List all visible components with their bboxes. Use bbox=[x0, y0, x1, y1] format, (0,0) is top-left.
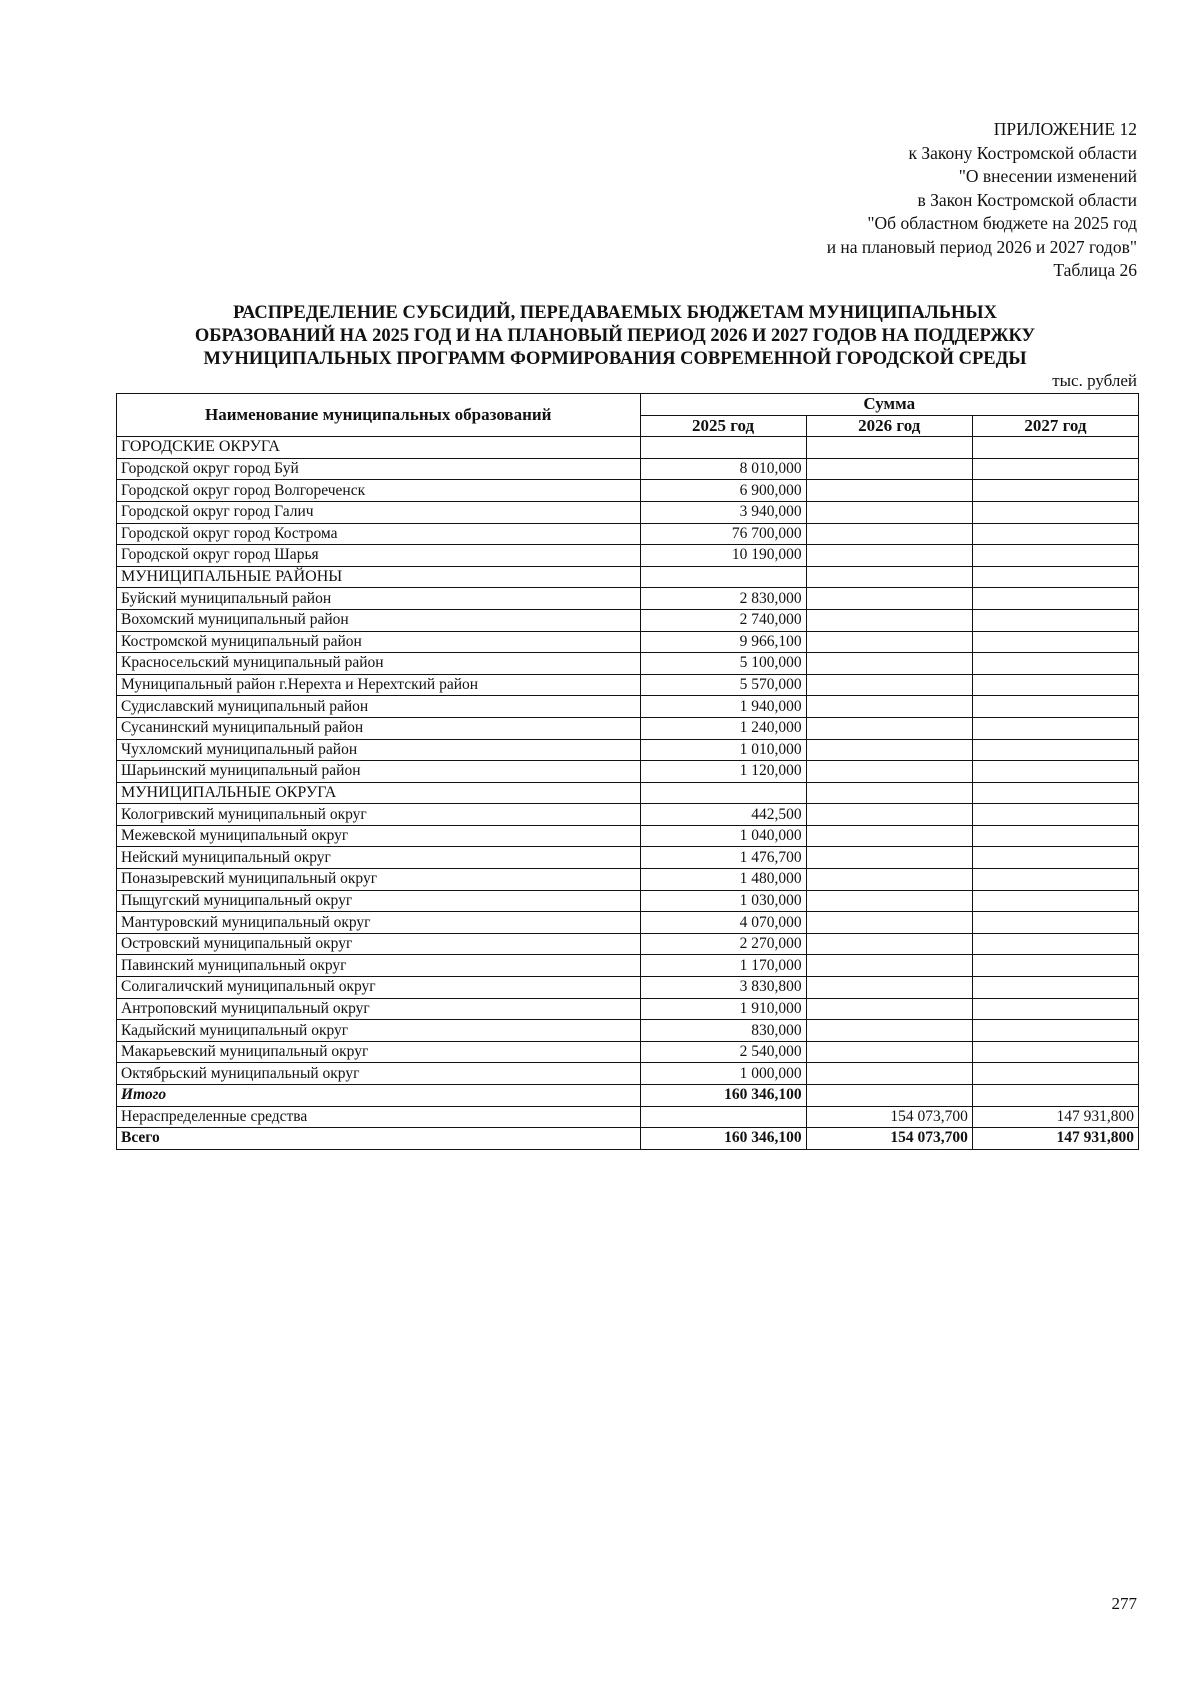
cell-2025: 160 346,100 bbox=[640, 1128, 806, 1150]
table-row bbox=[117, 1128, 1139, 1150]
cell-name: Октябрьский муниципальный округ bbox=[117, 1063, 641, 1085]
table-row bbox=[117, 437, 1139, 459]
table-row bbox=[117, 696, 1139, 718]
cell-2026 bbox=[806, 696, 972, 718]
cell-2025: 1 170,000 bbox=[640, 955, 806, 977]
header-line: "Об областном бюджете на 2025 год bbox=[867, 213, 1137, 233]
table-row bbox=[117, 933, 1139, 955]
cell-2027: 147 931,800 bbox=[972, 1106, 1138, 1128]
cell-name: Городской округ город Галич bbox=[117, 501, 641, 523]
cell-2026 bbox=[806, 1085, 972, 1107]
cell-name: МУНИЦИПАЛЬНЫЕ ОКРУГА bbox=[117, 782, 641, 804]
cell-2025: 2 740,000 bbox=[640, 609, 806, 631]
cell-2025: 10 190,000 bbox=[640, 545, 806, 567]
cell-2026 bbox=[806, 1041, 972, 1063]
cell-2025: 160 346,100 bbox=[640, 1085, 806, 1107]
table-row bbox=[117, 1041, 1139, 1063]
cell-2026 bbox=[806, 674, 972, 696]
cell-2025: 1 910,000 bbox=[640, 998, 806, 1020]
table-row bbox=[117, 761, 1139, 783]
cell-2026 bbox=[806, 761, 972, 783]
table-row bbox=[117, 480, 1139, 502]
cell-name: Всего bbox=[117, 1128, 641, 1150]
table-row bbox=[117, 998, 1139, 1020]
table-row bbox=[117, 609, 1139, 631]
cell-2027 bbox=[972, 674, 1138, 696]
cell-name: МУНИЦИПАЛЬНЫЕ РАЙОНЫ bbox=[117, 566, 641, 588]
cell-2025: 3 830,800 bbox=[640, 977, 806, 999]
cell-2025: 1 476,700 bbox=[640, 847, 806, 869]
cell-name: Пыщугский муниципальный округ bbox=[117, 890, 641, 912]
cell-name: Муниципальный район г.Нерехта и Нерехтский район bbox=[117, 674, 641, 696]
cell-2026 bbox=[806, 1063, 972, 1085]
cell-2027 bbox=[972, 566, 1138, 588]
cell-name: Кологривский муниципальный округ bbox=[117, 804, 641, 826]
document-header bbox=[827, 118, 1137, 283]
cell-2026 bbox=[806, 458, 972, 480]
cell-2025 bbox=[640, 437, 806, 459]
cell-name: Итого bbox=[117, 1085, 641, 1107]
cell-name: Городской округ город Кострома bbox=[117, 523, 641, 545]
cell-2025: 2 270,000 bbox=[640, 933, 806, 955]
cell-name: Кадыйский муниципальный округ bbox=[117, 1020, 641, 1042]
cell-2026: 154 073,700 bbox=[806, 1106, 972, 1128]
cell-name: Солигаличский муниципальный округ bbox=[117, 977, 641, 999]
cell-2027 bbox=[972, 955, 1138, 977]
table-row bbox=[117, 739, 1139, 761]
table-row bbox=[117, 1063, 1139, 1085]
table-row bbox=[117, 847, 1139, 869]
cell-2027 bbox=[972, 523, 1138, 545]
cell-2025: 1 040,000 bbox=[640, 825, 806, 847]
cell-name: Красносельский муниципальный район bbox=[117, 653, 641, 675]
cell-name: Павинский муниципальный округ bbox=[117, 955, 641, 977]
cell-name: Вохомский муниципальный район bbox=[117, 609, 641, 631]
cell-name: Поназыревский муниципальный округ bbox=[117, 869, 641, 891]
cell-2027 bbox=[972, 912, 1138, 934]
header-line: в Закон Костромской области bbox=[917, 189, 1137, 210]
cell-2026 bbox=[806, 825, 972, 847]
cell-name: Костромской муниципальный район bbox=[117, 631, 641, 653]
cell-name: Антроповский муниципальный округ bbox=[117, 998, 641, 1020]
cell-2027 bbox=[972, 977, 1138, 999]
table-row bbox=[117, 717, 1139, 739]
cell-2026 bbox=[806, 653, 972, 675]
cell-name: Городской округ город Шарья bbox=[117, 545, 641, 567]
cell-name: Чухломский муниципальный район bbox=[117, 739, 641, 761]
header-line: "О внесении изменений bbox=[958, 166, 1137, 186]
cell-2026 bbox=[806, 998, 972, 1020]
cell-name: Нераспределенные средства bbox=[117, 1106, 641, 1128]
cell-2025: 1 030,000 bbox=[640, 890, 806, 912]
cell-2025: 1 000,000 bbox=[640, 1063, 806, 1085]
table-row bbox=[117, 588, 1139, 610]
cell-2027 bbox=[972, 933, 1138, 955]
cell-2026 bbox=[806, 782, 972, 804]
table-row bbox=[117, 523, 1139, 545]
cell-2027 bbox=[972, 1085, 1138, 1107]
cell-name: Нейский муниципальный округ bbox=[117, 847, 641, 869]
cell-2027 bbox=[972, 998, 1138, 1020]
table-row bbox=[117, 545, 1139, 567]
header-line: и на плановый период 2026 и 2027 годов" bbox=[826, 236, 1137, 257]
cell-2025 bbox=[640, 782, 806, 804]
table-row bbox=[117, 955, 1139, 977]
cell-2027 bbox=[972, 588, 1138, 610]
table-row bbox=[117, 631, 1139, 653]
cell-2027 bbox=[972, 696, 1138, 718]
cell-2025: 9 966,100 bbox=[640, 631, 806, 653]
cell-2025: 442,500 bbox=[640, 804, 806, 826]
table-row bbox=[117, 869, 1139, 891]
cell-name: Макарьевский муниципальный округ bbox=[117, 1041, 641, 1063]
cell-2027 bbox=[972, 545, 1138, 567]
cell-2027: 147 931,800 bbox=[972, 1128, 1138, 1150]
cell-2025: 830,000 bbox=[640, 1020, 806, 1042]
document-title bbox=[120, 302, 1110, 371]
cell-2025: 2 830,000 bbox=[640, 588, 806, 610]
cell-2027 bbox=[972, 1063, 1138, 1085]
cell-2026 bbox=[806, 1020, 972, 1042]
cell-2026 bbox=[806, 717, 972, 739]
cell-2026 bbox=[806, 501, 972, 523]
cell-name: Буйский муниципальный район bbox=[117, 588, 641, 610]
cell-2025: 76 700,000 bbox=[640, 523, 806, 545]
cell-2025: 4 070,000 bbox=[640, 912, 806, 934]
cell-2027 bbox=[972, 847, 1138, 869]
cell-2027 bbox=[972, 890, 1138, 912]
units-label: тыс. рублей bbox=[1052, 371, 1137, 390]
cell-2026 bbox=[806, 912, 972, 934]
cell-name: Сусанинский муниципальный район bbox=[117, 717, 641, 739]
cell-2025 bbox=[640, 566, 806, 588]
cell-2026 bbox=[806, 609, 972, 631]
cell-2027 bbox=[972, 739, 1138, 761]
cell-2027 bbox=[972, 437, 1138, 459]
title-line: РАСПРЕДЕЛЕНИЕ СУБСИДИЙ, ПЕРЕДАВАЕМЫХ БЮДЖЕТАМ МУНИЦИПАЛЬНЫХ bbox=[233, 303, 997, 323]
cell-2027 bbox=[972, 782, 1138, 804]
table-row bbox=[117, 1085, 1139, 1107]
cell-2026 bbox=[806, 933, 972, 955]
cell-name: Городской округ город Буй bbox=[117, 458, 641, 480]
cell-2025: 5 100,000 bbox=[640, 653, 806, 675]
cell-2027 bbox=[972, 1020, 1138, 1042]
cell-2025: 5 570,000 bbox=[640, 674, 806, 696]
column-header-2027: 2027 год bbox=[972, 415, 1138, 437]
cell-2025: 6 900,000 bbox=[640, 480, 806, 502]
cell-2026 bbox=[806, 523, 972, 545]
cell-2026 bbox=[806, 480, 972, 502]
cell-2027 bbox=[972, 761, 1138, 783]
cell-2025: 8 010,000 bbox=[640, 458, 806, 480]
table-body bbox=[117, 437, 1139, 1150]
column-header-2026: 2026 год bbox=[806, 415, 972, 437]
cell-2027 bbox=[972, 825, 1138, 847]
cell-2027 bbox=[972, 1041, 1138, 1063]
cell-2027 bbox=[972, 480, 1138, 502]
table-row bbox=[117, 1020, 1139, 1042]
table-row bbox=[117, 825, 1139, 847]
cell-name: Мантуровский муниципальный округ bbox=[117, 912, 641, 934]
page-number: 277 bbox=[1111, 1594, 1137, 1613]
cell-2026 bbox=[806, 631, 972, 653]
cell-2026: 154 073,700 bbox=[806, 1128, 972, 1150]
cell-2025: 1 120,000 bbox=[640, 761, 806, 783]
cell-2026 bbox=[806, 739, 972, 761]
table-row bbox=[117, 804, 1139, 826]
cell-name: ГОРОДСКИЕ ОКРУГА bbox=[117, 437, 641, 459]
cell-2026 bbox=[806, 566, 972, 588]
cell-2026 bbox=[806, 869, 972, 891]
cell-2027 bbox=[972, 717, 1138, 739]
cell-2027 bbox=[972, 631, 1138, 653]
cell-2027 bbox=[972, 653, 1138, 675]
table-row bbox=[117, 782, 1139, 804]
title-line: МУНИЦИПАЛЬНЫХ ПРОГРАММ ФОРМИРОВАНИЯ СОВРЕМЕННОЙ ГОРОДСКОЙ СРЕДЫ bbox=[203, 349, 1027, 369]
cell-2025 bbox=[640, 1106, 806, 1128]
cell-2026 bbox=[806, 437, 972, 459]
cell-2026 bbox=[806, 847, 972, 869]
cell-name: Шарьинский муниципальный район bbox=[117, 761, 641, 783]
cell-name: Межевской муниципальный округ bbox=[117, 825, 641, 847]
table-row bbox=[117, 1106, 1139, 1128]
cell-2025: 1 480,000 bbox=[640, 869, 806, 891]
cell-2026 bbox=[806, 545, 972, 567]
cell-2025: 1 940,000 bbox=[640, 696, 806, 718]
header-line: ПРИЛОЖЕНИЕ 12 bbox=[993, 119, 1137, 139]
cell-2027 bbox=[972, 501, 1138, 523]
cell-2025: 2 540,000 bbox=[640, 1041, 806, 1063]
table-row bbox=[117, 501, 1139, 523]
title-line: ОБРАЗОВАНИЙ НА 2025 ГОД И НА ПЛАНОВЫЙ ПЕРИОД 2026 И 2027 ГОДОВ НА ПОДДЕРЖКУ bbox=[194, 326, 1036, 346]
table-row bbox=[117, 458, 1139, 480]
cell-2027 bbox=[972, 458, 1138, 480]
cell-2025: 1 010,000 bbox=[640, 739, 806, 761]
table-row bbox=[117, 890, 1139, 912]
table-row bbox=[117, 912, 1139, 934]
cell-2026 bbox=[806, 588, 972, 610]
cell-2026 bbox=[806, 977, 972, 999]
cell-2027 bbox=[972, 869, 1138, 891]
cell-name: Городской округ город Волгореченск bbox=[117, 480, 641, 502]
table-row bbox=[117, 653, 1139, 675]
table-number: Таблица 26 bbox=[1053, 260, 1137, 280]
cell-2027 bbox=[972, 609, 1138, 631]
column-header-name: Наименование муниципальных образований bbox=[117, 394, 641, 437]
cell-2025: 3 940,000 bbox=[640, 501, 806, 523]
table-row bbox=[117, 977, 1139, 999]
cell-2026 bbox=[806, 890, 972, 912]
cell-name: Островский муниципальный округ bbox=[117, 933, 641, 955]
header-line: к Закону Костромской области bbox=[908, 142, 1137, 163]
column-header-sum: Сумма bbox=[640, 394, 1139, 416]
cell-2026 bbox=[806, 955, 972, 977]
column-header-2025: 2025 год bbox=[640, 415, 806, 437]
cell-2026 bbox=[806, 804, 972, 826]
cell-2025: 1 240,000 bbox=[640, 717, 806, 739]
subsidy-table bbox=[116, 393, 1139, 1150]
table-row bbox=[117, 674, 1139, 696]
cell-2027 bbox=[972, 804, 1138, 826]
cell-name: Судиславский муниципальный район bbox=[117, 696, 641, 718]
table-row bbox=[117, 566, 1139, 588]
